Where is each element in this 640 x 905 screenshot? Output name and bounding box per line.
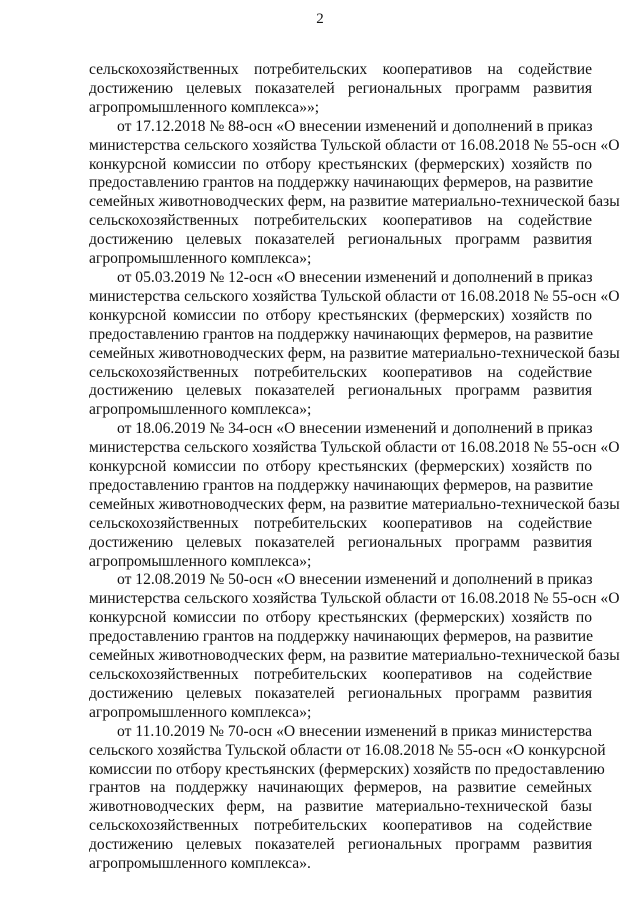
text-line: от 12.08.2019 № 50-осн «О внесении изменений и дополнений в приказ: [117, 571, 593, 589]
text-line: сельскохозяйственных потребительских кооперативов на содействие: [89, 514, 592, 532]
paragraph: [89, 722, 606, 874]
text-line: животноводческих ферм, на развитие материально-технической базы: [89, 798, 592, 816]
text-line: министерства сельского хозяйства Тульской области от 16.08.2018 № 55-осн «О: [89, 439, 620, 457]
text-line: агропромышленного комплекса»»;: [89, 98, 320, 116]
text-line: агропромышленного комплекса»;: [89, 250, 312, 268]
paragraph: [89, 420, 620, 571]
text-line: агропромышленного комплекса»;: [89, 401, 312, 419]
text-line: предоставлению грантов на поддержку начинающих фермеров, на развитие: [89, 628, 594, 646]
text-line: сельскохозяйственных потребительских кооперативов на содействие: [89, 817, 592, 835]
text-line: достижению целевых показателей региональных программ развития: [89, 836, 592, 854]
paragraph: [89, 61, 592, 118]
text-line: достижению целевых показателей региональных программ развития: [89, 231, 592, 249]
text-line: сельского хозяйства Тульской области от 16.08.2018 № 55-осн «О конкурсной: [89, 741, 606, 759]
text-line: достижению целевых показателей региональных программ развития: [89, 533, 592, 551]
text-line: агропромышленного комплекса».: [89, 855, 311, 873]
text-line: предоставлению грантов на поддержку начинающих фермеров, на развитие: [89, 174, 594, 192]
text-line: от 18.06.2019 № 34-осн «О внесении изменений и дополнений в приказ: [117, 420, 593, 438]
text-line: агропромышленного комплекса»;: [89, 552, 312, 570]
page-number: 2: [316, 11, 324, 27]
paragraph: [89, 571, 620, 722]
text-line: грантов на поддержку начинающих фермеров, на развитие семейных: [89, 779, 592, 797]
text-line: предоставлению грантов на поддержку начинающих фермеров, на развитие: [89, 476, 594, 494]
text-line: семейных животноводческих ферм, на развитие материально-технической базы: [89, 193, 620, 211]
text-line: конкурсной комиссии по отбору крестьянских (фермерских) хозяйств по: [89, 609, 592, 627]
text-line: агропромышленного комплекса»;: [89, 703, 312, 721]
text-line: сельскохозяйственных потребительских кооперативов на содействие: [89, 363, 592, 381]
text-line: семейных животноводческих ферм, на развитие материально-технической базы: [89, 647, 620, 665]
text-line: сельскохозяйственных потребительских кооперативов на содействие: [89, 666, 592, 683]
text-line: от 11.10.2019 № 70-осн «О внесении изменений в приказ министерства: [117, 722, 592, 740]
text-line: сельскохозяйственных потребительских кооперативов на содействие: [89, 61, 592, 78]
text-line: достижению целевых показателей региональных программ развития: [89, 382, 592, 400]
text-line: министерства сельского хозяйства Тульской области от 16.08.2018 № 55-осн «О: [89, 287, 620, 305]
paragraph: [89, 268, 620, 420]
text-line: министерства сельского хозяйства Тульской области от 16.08.2018 № 55-осн «О: [89, 590, 620, 608]
paragraph: [89, 117, 620, 269]
text-line: семейных животноводческих ферм, на развитие материально-технической базы: [89, 495, 620, 513]
text-line: семейных животноводческих ферм, на развитие материально-технической базы: [89, 344, 620, 362]
text-line: комиссии по отбору крестьянских (фермерских) хозяйств по предоставлению: [89, 760, 605, 778]
text-line: конкурсной комиссии по отбору крестьянских (фермерских) хозяйств по: [89, 458, 592, 476]
text-line: достижению целевых показателей региональных программ развития: [89, 684, 592, 702]
text-line: сельскохозяйственных потребительских кооперативов на содействие: [89, 212, 592, 230]
text-line: конкурсной комиссии по отбору крестьянских (фермерских) хозяйств по: [89, 306, 592, 324]
text-line: министерства сельского хозяйства Тульской области от 16.08.2018 № 55-осн «О: [89, 136, 620, 154]
document-body: [89, 61, 620, 874]
text-line: от 17.12.2018 № 88-осн «О внесении изменений и дополнений в приказ: [117, 117, 593, 135]
text-line: достижению целевых показателей региональных программ развития: [89, 79, 592, 97]
text-line: от 05.03.2019 № 12-осн «О внесении изменений и дополнений в приказ: [117, 268, 593, 286]
text-line: конкурсной комиссии по отбору крестьянских (фермерских) хозяйств по: [89, 155, 592, 173]
text-line: предоставлению грантов на поддержку начинающих фермеров, на развитие: [89, 325, 594, 343]
